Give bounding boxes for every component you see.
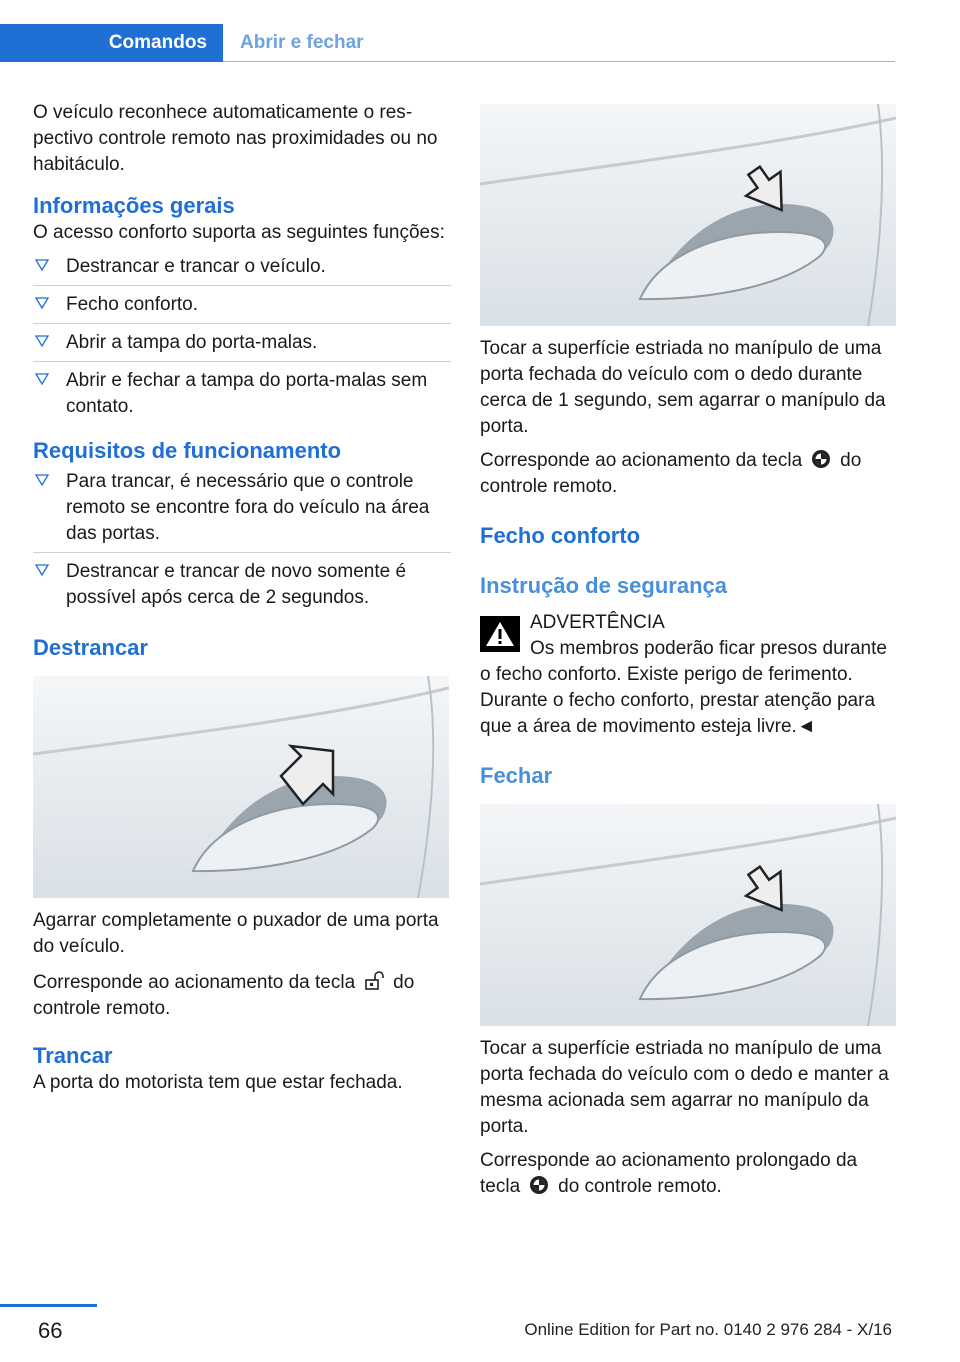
- bmw-logo-icon: [528, 1174, 550, 1196]
- heading-informacoes-gerais: Informações gerais: [33, 193, 235, 218]
- unlock-correspondence: Corresponde ao acionamento da tecla do controle remoto.: [33, 972, 415, 1019]
- info-paragraph: O acesso conforto suporta as seguintes funções:: [33, 222, 445, 243]
- list-item: Destrancar e trancar de novo somente é possível após cerca de 2 segundos.: [33, 559, 451, 616]
- list-item: Abrir e fechar a tampa do porta-malas sem contato.: [33, 368, 451, 425]
- list-item: Destrancar e trancar o veículo.: [33, 254, 451, 286]
- header-tabs: [0, 24, 895, 62]
- triangle-bullet-icon: [35, 563, 49, 577]
- warning-title: ADVERTÊNCIA: [530, 612, 665, 633]
- triangle-bullet-icon: [35, 296, 49, 310]
- heading-destrancar: Destrancar: [33, 635, 148, 660]
- list-item: Para trancar, é necessário que o controle remoto se encontre fora do veículo na área das portas.: [33, 469, 451, 553]
- unlock-caption: Agarrar completamente o puxador de uma porta do veículo.: [33, 910, 439, 957]
- end-marker: ◄: [796, 716, 816, 737]
- heading-requisitos: Requisitos de funcionamento: [33, 438, 342, 463]
- close-caption: Tocar a superfície estriada no manípulo de uma porta fechada do veículo com o dedo e manter a mesma acionada sem agarrar no manípulo da porta.: [480, 1038, 889, 1137]
- close-correspondence: Corresponde ao acionamento prolongado da tecla do controle remoto.: [480, 1150, 858, 1197]
- header-rule: [223, 61, 895, 62]
- lock-correspondence: Corresponde ao acionamento da tecla do controle remoto.: [480, 450, 862, 497]
- heading-fecho-conforto: Fecho conforto: [480, 523, 641, 548]
- heading-trancar: Trancar: [33, 1043, 113, 1068]
- triangle-bullet-icon: [35, 334, 49, 348]
- feature-list: [33, 254, 451, 425]
- left-column: [33, 100, 451, 1096]
- door-handle-unlock-illustration: [33, 676, 449, 898]
- intro-paragraph: O veículo reconhece automaticamente o respectivo controle remoto nas proximidades ou no habitáculo.: [33, 102, 438, 175]
- page-number: 66: [38, 1318, 63, 1343]
- door-handle-lock-illustration: [480, 104, 896, 326]
- triangle-bullet-icon: [35, 473, 49, 487]
- unlock-key-icon: [363, 970, 385, 992]
- heading-fechar: Fechar: [480, 763, 553, 788]
- tab-abrir-e-fechar[interactable]: Abrir e fechar: [240, 32, 364, 53]
- warning-text: Os membros poderão ficar presos durante o fecho conforto. Existe perigo de ferimento. Durante o fecho conforto, prestar atenção para que a área de movimento esteja livre.◄: [480, 638, 887, 737]
- footer-edition: Online Edition for Part no. 0140 2 976 284 - X/16: [524, 1320, 892, 1339]
- warning-triangle-icon: [480, 616, 520, 652]
- requirements-list: [33, 469, 451, 616]
- list-item: Fecho conforto.: [33, 292, 451, 324]
- lock-paragraph: A porta do motorista tem que estar fechada.: [33, 1072, 403, 1093]
- triangle-bullet-icon: [35, 258, 49, 272]
- triangle-bullet-icon: [35, 372, 49, 386]
- bmw-logo-icon: [810, 448, 832, 470]
- right-column: [480, 104, 896, 1200]
- footer-rule: [0, 1304, 97, 1307]
- lock-caption: Tocar a superfície estriada no manípulo de uma porta fechada do veículo com o dedo durante cerca de 1 segundo, sem agarrar o manípulo da porta.: [480, 338, 886, 437]
- tab-comandos[interactable]: Comandos: [0, 24, 223, 62]
- door-handle-close-illustration: [480, 804, 896, 1026]
- warning-block: [480, 610, 896, 636]
- heading-instrucao-seguranca: Instrução de segurança: [480, 573, 727, 598]
- list-item: Abrir a tampa do porta-malas.: [33, 330, 451, 362]
